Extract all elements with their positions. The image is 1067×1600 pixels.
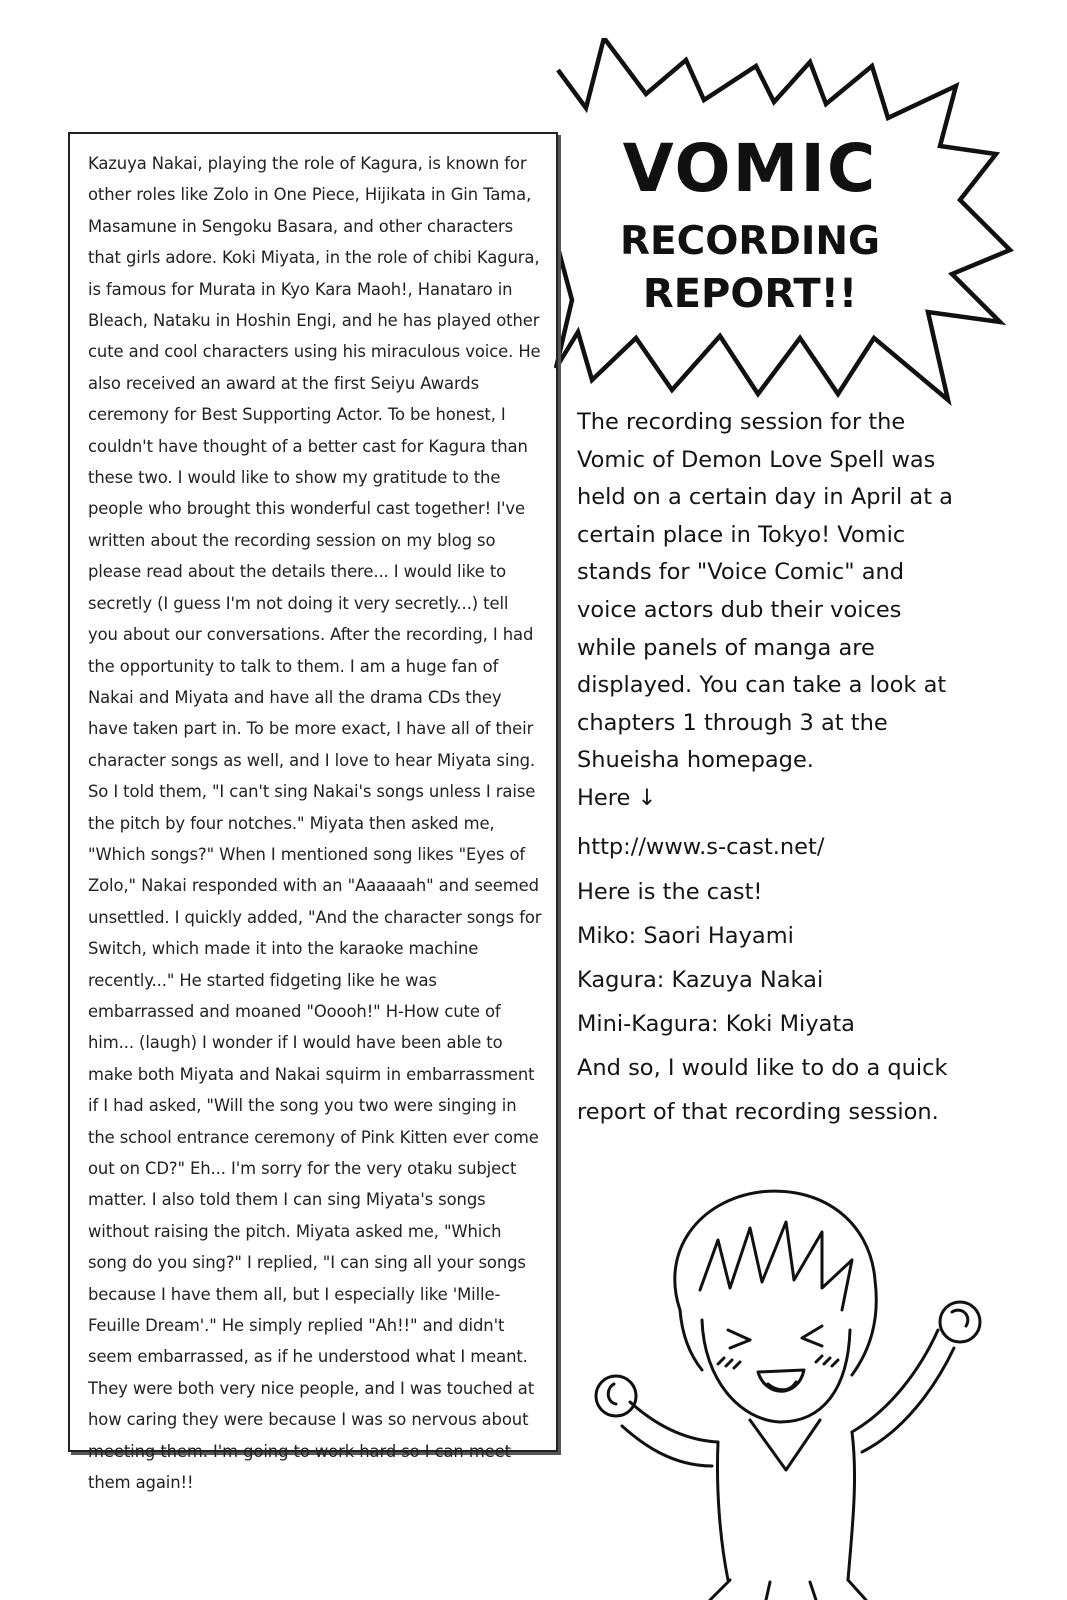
here-line: [577, 780, 967, 818]
left-text-box: [68, 132, 558, 1493]
closing-paragraph: And so, I would like to do a quick report of that recording session.: [577, 1054, 948, 1125]
cast-heading: Here is the cast!: [577, 878, 763, 905]
down-arrow-icon: ↓: [637, 784, 657, 811]
shueisha-url-link[interactable]: http://www.s-cast.net/: [577, 833, 825, 860]
report-title: [585, 130, 915, 320]
cast-item-mini-kagura: Mini-Kagura: Koki Miyata: [577, 1010, 855, 1037]
title-vomic: VOMIC: [622, 130, 878, 207]
intro-paragraph: The recording session for the Vomic of Demon Love Spell was held on a certain day in April at a certain place in Tokyo! Vomic stands for "Voice Comic" and voice actors dub their voices while panels of manga are displayed. You can take a look at chapters 1 through 3 at the Shueisha homepage.: [577, 409, 953, 774]
title-recording: RECORDING: [619, 219, 880, 264]
chibi-character-illustration: [590, 1170, 990, 1600]
cast-item-miko: Miko: Saori Hayami: [577, 922, 794, 949]
title-report: REPORT!!: [642, 271, 858, 317]
left-column-text: Kazuya Nakai, playing the role of Kagura, is known for other roles like Zolo in One Piece, Hijikata in Gin Tama, Masamune in Sengoku Basara, and other characters that girls adore. Koki Miyata, in the role of chibi Kagura, is famous for Murata in Kyo Kara Maoh!, Hanataro in Bleach, Nataku in Hoshin Engi, and he has played other cute and cool characters using his miraculous voice. He also received an award at the first Seiyu Awards ceremony for Best Supporting Actor. To be honest, I couldn't have thought of a better cast for Kagura than these two. I would like to show my gratitude to the people who brought this wonderful cast together! I've written about the recording session on my blog so please read about the details there... I would like to secretly (I guess I'm not doing it very secretly...) tell you about our conversations. After the recording, I had the opportunity to talk to them. I am a huge fan of Nakai and Miyata and have all the drama CDs they have taken part in. To be more exact, I have all of their character songs as well, and I love to hear Miyata sing. So I told them, "I can't sing Nakai's songs unless I raise the pitch by four notches." Miyata then asked me, "Which songs?" When I mentioned song likes "Eyes of Zolo," Nakai responded with an "Aaaaaah" and seemed unsettled. I quickly added, "And the character songs for Switch, which made it into the karaoke machine recently..." He started fidgeting like he was embarrassed and moaned "Ooooh!" H-How cute of him... (laugh) I wonder if I would have been able to make both Miyata and Nakai squirm in embarrassment if I had asked, "Will the song you two were singing in the school entrance ceremony of Pink Kitten ever come out on CD?" Eh... I'm sorry for the very otaku subject matter. I also told them I can sing Miyata's songs without raising the pitch. Miyata asked me, "Which song do you sing?" I replied, "I can sing all your songs because I have them all, but I especially like 'Mille-Feuille Dream'." He simply replied "Ah!!" and didn't seem embarrassed, as if he understood what I meant. They were both very nice people, and I was touched at how caring they were because I was so nervous about meeting them. I'm going to work hard so I can meet them again!!: [88, 154, 542, 1493]
right-text-column: [577, 404, 967, 1134]
here-label: Here: [577, 784, 631, 811]
cast-item-kagura: Kagura: Kazuya Nakai: [577, 966, 824, 993]
